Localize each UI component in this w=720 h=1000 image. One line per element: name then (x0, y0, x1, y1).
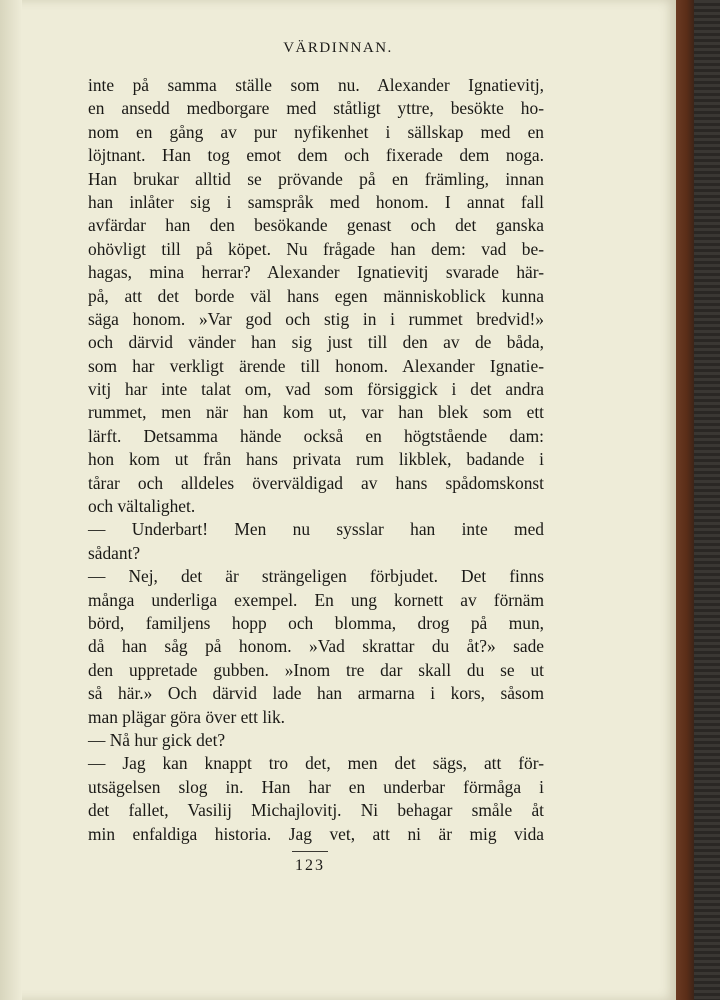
text-line: — Nå hur gick det? (88, 729, 226, 750)
text-line: — Jag kan knappt tro det, men det sägs, att för- (88, 753, 544, 774)
text-line: många underliga exempel. En ung kornett av förnäm (88, 589, 544, 610)
text-line: nom en gång av pur nyfikenhet i sällskap med en (88, 121, 544, 142)
text-line: lärft. Detsamma hände också en högtstående dam: (88, 425, 544, 446)
text-line: börd, familjens hopp och blomma, drog på mun, (88, 612, 544, 633)
text-line: säga honom. »Var god och stig in i rummet bredvid!» (88, 308, 544, 329)
page-gutter-shadow (0, 0, 22, 1000)
book-cover-edge (676, 0, 694, 1000)
text-line: på, att det borde väl hans egen människoblick kunna (88, 285, 544, 306)
text-line: den uppretade gubben. »Inom tre dar skall du se ut (88, 659, 544, 680)
text-line: sådant? (88, 542, 141, 563)
text-line: löjtnant. Han tog emot dem och fixerade dem noga. (88, 145, 544, 166)
book-binding (694, 0, 720, 1000)
text-line: rummet, men när han kom ut, var han blek som ett (88, 402, 544, 423)
text-line: avfärdar han den besökande genast och det ganska (88, 215, 544, 236)
text-line: hagas, mina herrar? Alexander Ignatievitj svarade här- (88, 262, 544, 283)
text-line: en ansedd medborgare med ståtligt yttre, besökte ho- (88, 98, 544, 119)
text-line: tårar och alldeles överväldigad av hans spådomskonst (88, 472, 544, 493)
text-line: Han brukar alltid se prövande på en främling, innan (88, 168, 544, 189)
text-line: så här.» Och därvid lade han armarna i kors, såsom (88, 683, 544, 704)
text-line: som har verkligt ärende till honom. Alexander Ignatie- (88, 355, 544, 376)
text-line: utsägelsen slog in. Han har en underbar förmåga i (88, 776, 544, 797)
folio-rule (292, 851, 328, 852)
text-line: — Underbart! Men nu sysslar han inte med (88, 519, 544, 540)
text-line: — Nej, det är strängeligen förbjudet. Det finns (88, 566, 544, 587)
text-line: ohövligt till på köpet. Nu frågade han dem: vad be- (88, 238, 544, 259)
text-line: hon kom ut från hans privata rum likblek, badande i (88, 449, 544, 470)
text-line: vitj har inte talat om, vad som försiggick i det andra (88, 379, 544, 400)
page-number: 123 (295, 857, 325, 874)
text-line: det fallet, Vasilij Michajlovitj. Ni behagar småle åt (88, 800, 544, 821)
text-line: han inlåter sig i samspråk med honom. I annat fall (88, 191, 544, 212)
text-line: och därvid vänder han sig just till den av de båda, (88, 332, 544, 353)
text-line: då han såg på honom. »Vad skrattar du åt?» sade (88, 636, 544, 657)
text-line: och vältalighet. (88, 496, 196, 517)
text-line: inte på samma ställe som nu. Alexander Ignatievitj, (88, 75, 544, 95)
text-line: man plägar göra över ett lik. (88, 706, 286, 727)
running-head: VÄRDINNAN. (283, 40, 393, 56)
body-text (88, 74, 544, 846)
text-line: min enfaldiga historia. Jag vet, att ni är mig vida (88, 823, 544, 844)
